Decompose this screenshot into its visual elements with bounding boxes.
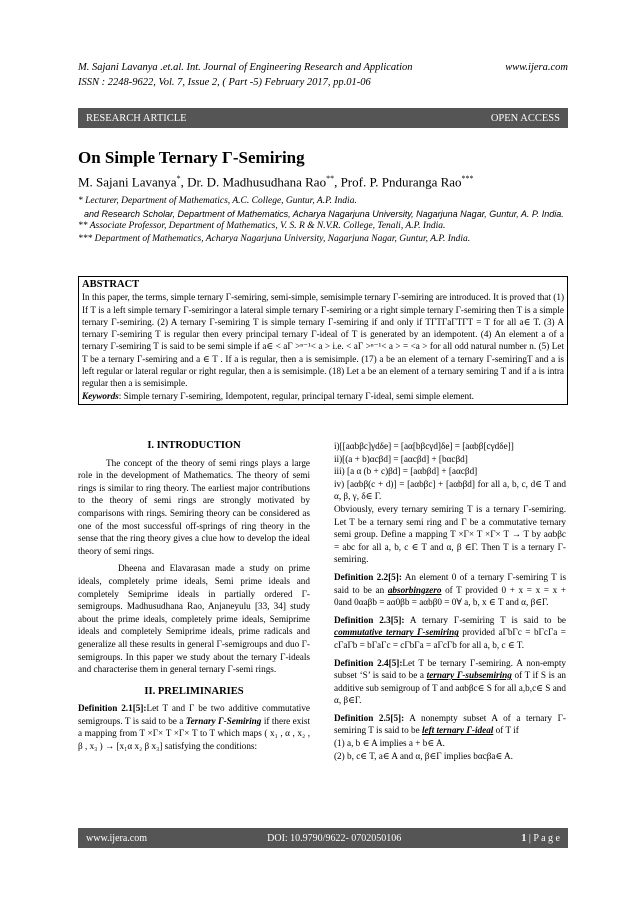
definition-2-2 <box>334 571 566 609</box>
definition-2-4 <box>334 657 566 707</box>
condition-3: iii) [a α (b + c)βd] = [aαbβd] + [aαcβd] <box>334 466 478 477</box>
def-2-5-term: left ternary Γ-ideal <box>421 725 494 736</box>
definition-2-5 <box>334 712 566 762</box>
affiliation-2: ** Associate Professor, Department of Mathematics, V. S. R & N.V.R. College, Tenali, A.P. India. <box>78 221 446 231</box>
author-3: , Prof. P. Pnduranga Rao <box>334 174 462 190</box>
issn-line: ISSN : 2248-9622, Vol. 7, Issue 2, ( Part -5) February 2017, pp.01-06 <box>78 77 371 88</box>
def-2-3-label: Definition 2.3[5]: <box>334 614 405 625</box>
affiliation-1-cont: and Research Scholar, Department of Mathematics, Acharya Nagarjuna University, Nagarjuna Nagar, Guntur, A. P. India. <box>84 208 564 219</box>
author-2: , Dr. D. Madhusudhana Rao <box>180 174 327 190</box>
condition-2: ii)[(a + b)αcβd] = [aαcβd] + [bαcβd] <box>334 453 468 464</box>
abstract-box <box>78 276 568 405</box>
footer-doi[interactable]: DOI: 10.9790/9622- 0702050106 <box>267 832 402 844</box>
def-2-1-text: Let T and Γ be two additive commutative semigroups. T is said to be a <box>78 703 310 726</box>
definition-2-3 <box>334 614 566 652</box>
def-2-1-rest: if there exist a mapping from T ×Γ× T ×Γ× T to T which maps ( x₁ , α , x₂ , β , x₃ ) → [x₁α x₂ β x₃] satisfying the conditions: <box>78 715 311 752</box>
prelim-heading: II. PRELIMINARIES <box>144 685 244 697</box>
footer-page <box>521 833 560 844</box>
def-2-5-label: Definition 2.5[5]: <box>334 712 405 723</box>
footer-website[interactable]: www.ijera.com <box>86 832 147 844</box>
journal-line: M. Sajani Lavanya .et.al. Int. Journal of Engineering Research and Application <box>78 62 413 73</box>
obviously-paragraph: Obviously, every ternary semiring T is a ternary Γ-semiring. Let T be a ternary semi ring and Γ be a commutative ternary semi group. Define a mapping T ×Γ× T ×Γ× T → T by aαbβc = abc for all a, b, c ∈ T and α, β ∈Γ. Then T is a ternary Γ-semiring. <box>334 503 566 565</box>
author-3-mark: *** <box>461 174 474 183</box>
author-1: M. Sajani Lavanya <box>78 174 177 190</box>
def-2-4-text: Let T be ternary Γ-semiring. A non-empty subset ‘S’ is said to be a <box>334 657 567 681</box>
abstract-heading: ABSTRACT <box>82 279 140 290</box>
condition-1: i)[[aαbβc]γdδe] = [aα[bβcγd]δe] = [aαbβ[cγdδe]] <box>334 441 514 451</box>
affiliation-1: * Lecturer, Department of Mathematics, A.C. College, Guntur, A.P. India. <box>78 196 357 206</box>
paper-title: On Simple Ternary Γ-Semiring <box>78 148 305 167</box>
def-2-4-rest: of T if S is an additive sub semigroup of T and aαbβc∈ S for all a,b,c∈ S and α, β∈Γ. <box>334 670 567 706</box>
keywords-label: Keywords <box>82 390 119 401</box>
author-1-mark: * <box>176 174 181 183</box>
intro-paragraph-2: Dheena and Elavarasan made a study on prime ideals, completely prime ideals, Semi prime ideals and completely Semiprime ideals in partially ordered Γ-semigroups. Madhusudhana Rao, Anjaneyulu [33, 34] study about the prime ideals, completely prime ideals, Semiprime ideals and completely Semiprime ideals, prime radicals and generalize all these results in general Γ-semigroups and duo Γ-semigroups. In this paper we study about the ternary Γ-ideals and characterise them in general ternary Γ-semi rings. <box>78 563 310 675</box>
page-footer <box>78 828 568 848</box>
def-2-3-term: commutative ternary Γ-semiring <box>334 627 459 638</box>
def-2-2-text: An element 0 of a ternary Γ-semiring T is said to be an <box>334 571 567 595</box>
affiliation-3: *** Department of Mathematics, Acharya Nagarjuna University, Nagarjuna Nagar, Guntur, A.P. India. <box>78 233 471 244</box>
def-2-5-text: A nonempty subset A of a ternary Γ-semiring T is said to be <box>334 712 566 736</box>
left-column <box>78 440 310 758</box>
affiliations <box>78 195 568 245</box>
intro-paragraph-1: The concept of the theory of semi rings plays a large role in the development of Mathematics. The theory of semi rings is similar to ring theory. The earliest major contributions to the theory of semi rings are strongly motivated by comparisons with rings. Semiring theory can be considered as one of the most successful off-springs of ring theory in the sense that the ring theory gives a clue how to develop the ideal theory of semi rings. <box>78 457 310 556</box>
page-number: 1 <box>521 832 527 844</box>
right-column <box>334 440 566 767</box>
author-2-mark: ** <box>326 174 335 183</box>
def-2-4-label: Definition 2.4[5]: <box>334 657 403 668</box>
def-2-5-item-1: (1) a, b ∈ A implies a + b∈ A. <box>334 738 445 749</box>
definition-2-1 <box>78 702 310 752</box>
def-2-3-text: A ternary Γ-semiring T is said to be <box>409 614 567 625</box>
def-2-3-rest: provided aΓbΓc = bΓcΓa = cΓaΓb = bΓaΓc = cΓbΓa = aΓcΓb for all a, b, c ∈ T. <box>334 627 566 650</box>
article-banner <box>78 108 568 128</box>
def-2-1-term: Ternary Γ-Semiring <box>185 715 262 726</box>
def-2-1-label: Definition 2.1[5]: <box>78 703 147 714</box>
abstract-text: In this paper, the terms, simple ternary Γ-semiring, semi-simple, semisimple ternary Γ-semiring are introduced. It is proved that (1) If T is a left simple ternary Γ-semiringor a lateral simple ternary Γ-semiring or a right simple ternary Γ-semiring then T is a simple ternary Γ-semiring. (2) A ternary Γ-semiring T is simple ternary Γ-semiring if and only if TΓTΓaΓTΓT = T for all a∈ T. (3) A ternary Γ-semiring T is regular then every principal ternary Γ-ideal of T is generated by an idempotent. (4) An element a of a ternary Γ-semiring T is said to be semi simple if a∈ < aΓ >ⁿ⁻¹< a > i.e. < aΓ >ⁿ⁻¹< a > = <a > for all odd natural number n. (5) Let T be a ternary Γ-semiring and a ∈ T . If a is regular, then a is semisimple. (17) a be an element of a ternary Γ-semiringT and a is left regular or lateral regular or right regular, then a is semisimple. (18) Let a be an element of a ternary semiring T and if a is intra regular then a is semisimple. <box>82 292 565 389</box>
author-list <box>78 174 474 190</box>
def-2-4-term: ternary Γ-subsemiring <box>426 670 512 681</box>
intro-heading: I. INTRODUCTION <box>147 440 241 451</box>
page-label: | P a g e <box>526 832 560 844</box>
def-2-5-item-2: (2) b, c∈ T, a∈ A and α, β∈Γ implies bαcβa∈ A. <box>334 750 513 761</box>
journal-website[interactable]: www.ijera.com <box>505 62 568 73</box>
keywords-line <box>82 390 564 402</box>
condition-4: iv) [aαbβ(c + d)] = [aαbβc] + [aαbβd] for all a, b, c, d∈ T and α, β, γ, δ∈ Γ. <box>334 478 566 502</box>
def-2-2-rest: of T provided 0 + x = x = x + 0and 0αaβb = aα0βb = aαbβ0 = 0∀ a, b, x ∈ T and α, β∈Γ. <box>334 584 567 608</box>
def-2-5-rest: of T if <box>495 725 519 736</box>
open-access-label: OPEN ACCESS <box>490 112 560 124</box>
research-article-label: RESEARCH ARTICLE <box>86 112 187 124</box>
def-2-2-label: Definition 2.2[5]: <box>334 571 402 582</box>
keywords-text: : Simple ternary Γ-semiring, Idempotent, regular, principal ternary Γ-ideal, semi simple element. <box>118 390 474 401</box>
journal-header <box>78 60 568 90</box>
def-2-2-term: absorbingzero <box>387 584 442 595</box>
